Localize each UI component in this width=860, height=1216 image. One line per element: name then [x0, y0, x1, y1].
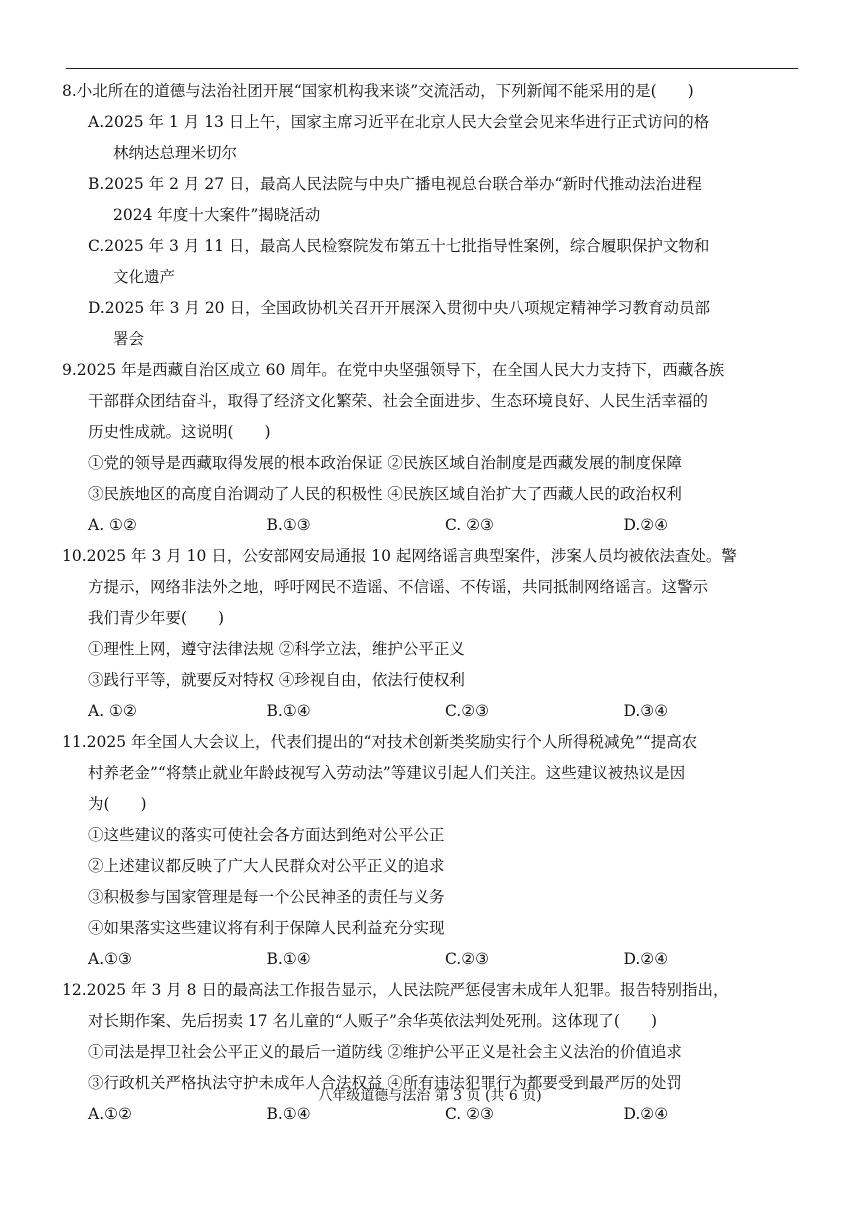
- question-stem: 12.2025 年 3 月 8 日的最高法工作报告显示，人民法院严惩侵害未成年人犯罪。报告特别指出，: [62, 981, 729, 999]
- answer-choices: [62, 510, 802, 541]
- choice-d: D.②④: [623, 950, 669, 968]
- question-stem: 8.小北所在的道德与法治社团开展“国家机构我来谈”交流活动，下列新闻不能采用的是( ): [62, 82, 694, 100]
- question-10: [62, 541, 802, 727]
- option-b-continued: 2024 年度十大案件”揭晓活动: [113, 206, 321, 224]
- choice-d: D.②④: [623, 1105, 669, 1123]
- choice-d: D.②④: [623, 516, 669, 534]
- statement-line: ③践行平等，就要反对特权 ④珍视自由，依法行使权利: [88, 671, 465, 689]
- choice-c: C.②③: [445, 950, 490, 968]
- answer-choices: [62, 696, 802, 727]
- statement-line: ③民族地区的高度自治调动了人民的积极性 ④民族区域自治扩大了西藏人民的政治权利: [88, 485, 682, 503]
- question-11: [62, 727, 802, 975]
- choice-c: C. ②③: [445, 1105, 494, 1123]
- question-stem-continued: 方提示，网络非法外之地，呼吁网民不造谣、不信谣、不传谣，共同抵制网络谣言。这警示: [88, 578, 709, 596]
- choice-b: B.①④: [266, 702, 311, 720]
- statement-line: ③积极参与国家管理是每一个公民神圣的责任与义务: [88, 888, 445, 906]
- statement-line: ①理性上网，遵守法律法规 ②科学立法，维护公平正义: [88, 640, 465, 658]
- choice-a: A. ①②: [88, 702, 137, 720]
- choice-a: A.①②: [88, 1105, 132, 1123]
- choice-c: C. ②③: [445, 516, 494, 534]
- option-c: C.2025 年 3 月 11 日，最高人民检察院发布第五十七批指导性案例，综合履职保护文物和: [88, 237, 710, 255]
- page-footer: 八年级道德与法治 第 3 页 (共 6 页): [318, 1088, 542, 1104]
- question-stem-continued: 为( ): [88, 795, 147, 813]
- option-d: D.2025 年 3 月 20 日，全国政协机关召开开展深入贯彻中央八项规定精神学习教育动员部: [88, 299, 710, 317]
- question-stem: 11.2025 年全国人大会议上，代表们提出的“对技术创新类奖励实行个人所得税减免”“提高农: [62, 733, 698, 751]
- question-12: [62, 975, 802, 1130]
- statement-line: ④如果落实这些建议将有利于保障人民利益充分实现: [88, 919, 445, 937]
- choice-b: B.①④: [266, 950, 311, 968]
- option-c-continued: 文化遗产: [113, 268, 176, 286]
- question-9: [62, 355, 802, 541]
- answer-choices: [62, 944, 802, 975]
- statement-line: ①党的领导是西藏取得发展的根本政治保证 ②民族区域自治制度是西藏发展的制度保障: [88, 454, 682, 472]
- choice-d: D.③④: [623, 702, 669, 720]
- question-stem: 9.2025 年是西藏自治区成立 60 周年。在党中央坚强领导下，在全国人民大力支持下，西藏各族: [62, 361, 725, 379]
- question-stem-continued: 历史性成就。这说明( ): [88, 423, 271, 441]
- question-stem-continued: 村养老金”“将禁止就业年龄歧视写入劳动法”等建议引起人们关注。这些建议被热议是因: [88, 764, 686, 782]
- statement-line: ①这些建议的落实可使社会各方面达到绝对公平公正: [88, 826, 445, 844]
- choice-a: A.①③: [88, 950, 132, 968]
- question-8: [62, 76, 802, 355]
- statement-line: ①司法是捍卫社会公平正义的最后一道防线 ②维护公平正义是社会主义法治的价值追求: [88, 1043, 682, 1061]
- option-d-continued: 署会: [113, 330, 145, 348]
- top-rule: [66, 68, 798, 69]
- option-b: B.2025 年 2 月 27 日，最高人民法院与中央广播电视总台联合举办“新时代推动法治进程: [88, 175, 702, 193]
- question-stem-continued: 我们青少年要( ): [88, 609, 225, 627]
- option-a: A.2025 年 1 月 13 日上午，国家主席习近平在北京人民大会堂会见来华进行正式访问的格: [88, 113, 710, 131]
- choice-b: B.①④: [266, 1105, 311, 1123]
- choice-b: B.①③: [266, 516, 311, 534]
- question-stem: 10.2025 年 3 月 10 日，公安部网安局通报 10 起网络谣言典型案件，涉案人员均被依法查处。警: [62, 547, 737, 565]
- choice-a: A. ①②: [88, 516, 137, 534]
- option-a-continued: 林纳达总理米切尔: [113, 144, 238, 162]
- question-stem-continued: 干部群众团结奋斗，取得了经济文化繁荣、社会全面进步、生态环境良好、人民生活幸福的: [88, 392, 709, 410]
- choice-c: C.②③: [445, 702, 490, 720]
- statement-line: ③行政机关严格执法守护未成年人合法权益 ④所有违法犯罪行为都要受到最严厉的处罚: [88, 1074, 682, 1092]
- question-stem-continued: 对长期作案、先后拐卖 17 名儿童的“人贩子”余华英依法判处死刑。这体现了( ): [88, 1012, 658, 1030]
- statement-line: ②上述建议都反映了广大人民群众对公平正义的追求: [88, 857, 445, 875]
- question-list: [62, 76, 802, 1130]
